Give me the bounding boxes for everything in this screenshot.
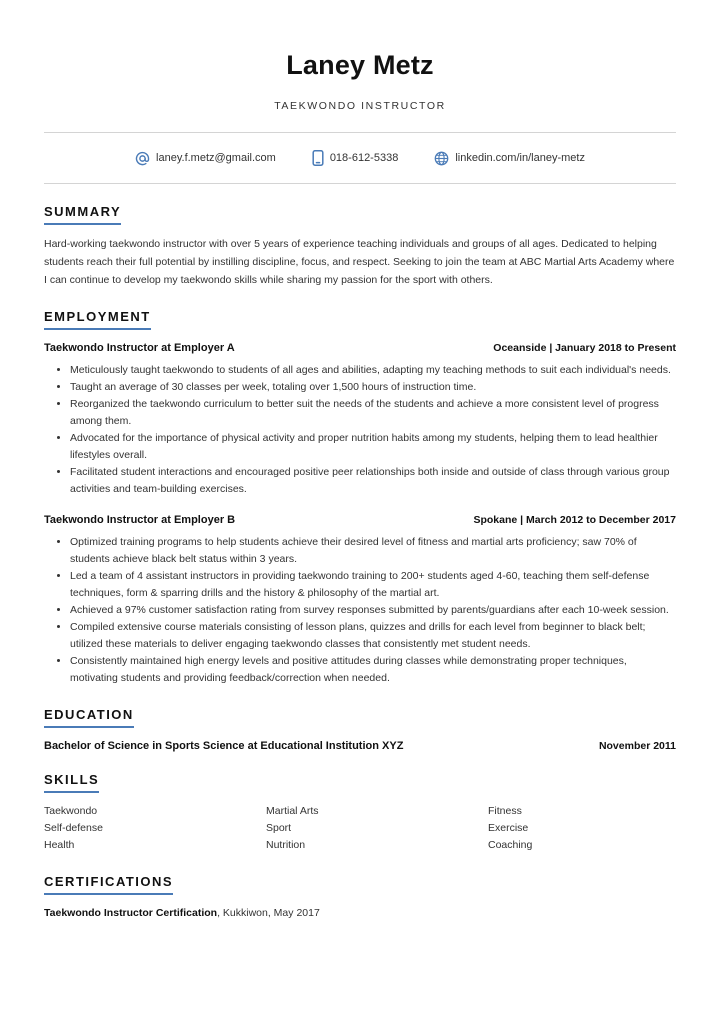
job-title: Taekwondo Instructor at Employer B (44, 514, 236, 526)
bullet-item: • Compiled extensive course materials consisting of lesson plans, quizzes and drills for each level from beginner to black belt; utilized these materials to deliver engaging taekwondo classes that consistently met student needs. (70, 619, 676, 653)
bullet-item: • Facilitated student interactions and encouraged positive peer relationships both inside and outside of class through various group activities and team-building exercises. (70, 464, 676, 498)
education-entry (44, 740, 676, 752)
employment-heading: EMPLOYMENT (44, 309, 151, 330)
phone-icon (312, 150, 324, 166)
education-heading: EDUCATION (44, 707, 134, 728)
bullet-item: • Led a team of 4 assistant instructors in providing taekwondo training to 200+ students aged 4-60, teaching them self-defense techniques, form & sparring drills and the history & philosophy of the martial art. (70, 568, 676, 602)
degree-title: Bachelor of Science in Sports Science at Educational Institution XYZ (44, 740, 404, 752)
phone-text: 018-612-5338 (329, 152, 399, 164)
contact-bar (44, 133, 676, 183)
job-title: Taekwondo Instructor at Employer A (44, 342, 235, 354)
at-sign-icon (135, 151, 150, 166)
job-entry (44, 514, 676, 687)
bullet-item: • Advocated for the importance of physical activity and proper nutrition habits among my students, helping them to lead healthier lifestyles overall. (70, 430, 676, 464)
certification-detail: , Kukkiwon, May 2017 (217, 907, 320, 919)
bullet-item: • Achieved a 97% customer satisfaction rating from survey responses submitted by parents/guardians after each 10-week session. (70, 602, 676, 619)
bullet-item: • Taught an average of 30 classes per week, totaling over 1,500 hours of instruction time. (70, 379, 676, 396)
summary-text: Hard-working taekwondo instructor with over 5 years of experience teaching individuals and groups of all ages. Dedicated to helping students reach their full potential by instilling discipline, focus, and respect. Seeking to join the team at ABC Martial Arts Academy where I can continue to develop my taekwondo skills while sharing my passion for the sport with others. (44, 238, 675, 286)
email-text: laney.f.metz@gmail.com (156, 152, 276, 164)
certification-entry (44, 907, 676, 919)
skill-item: Self-defense (44, 822, 103, 834)
skill-item: Sport (266, 822, 292, 834)
job-location-dates: Spokane | March 2012 to December 2017 (473, 514, 676, 526)
job-location-dates: Oceanside | January 2018 to Present (493, 342, 676, 354)
skills-heading: SKILLS (44, 772, 99, 793)
skill-item: Coaching (488, 839, 533, 851)
divider-bottom (44, 183, 676, 184)
linkedin-text: linkedin.com/in/laney-metz (455, 152, 585, 164)
globe-icon (434, 151, 449, 166)
certification-name: Taekwondo Instructor Certification (44, 907, 218, 919)
summary-heading: SUMMARY (44, 204, 121, 225)
skill-item: Taekwondo (44, 805, 98, 817)
candidate-title: TAEKWONDO INSTRUCTOR (274, 100, 446, 112)
contact-email[interactable] (135, 151, 276, 166)
bullet-item: • Consistently maintained high energy levels and positive attitudes during classes while demonstrating proper techniques, motivating students and providing feedback/correction when needed. (70, 653, 676, 687)
skills-grid (44, 803, 676, 854)
bullet-item: • Optimized training programs to help students achieve their desired level of fitness and martial arts proficiency; saw 70% of students achieve black belt status within 3 years. (70, 534, 676, 568)
skill-item: Health (44, 839, 75, 851)
skill-item: Martial Arts (266, 805, 319, 817)
contact-phone[interactable] (312, 150, 399, 166)
skill-item: Nutrition (266, 839, 306, 851)
skill-item: Exercise (488, 822, 529, 834)
job-entry (44, 342, 676, 498)
degree-date: November 2011 (598, 740, 676, 752)
contact-linkedin[interactable] (434, 151, 585, 166)
candidate-name: Laney Metz (286, 50, 434, 80)
bullet-item: • Reorganized the taekwondo curriculum to better suit the needs of the students and achieve a more consistent level of progress among them. (70, 396, 676, 430)
skill-item: Fitness (488, 805, 522, 817)
bullet-item: • Meticulously taught taekwondo to students of all ages and abilities, adapting my teaching methods to suit each individual's needs. (70, 362, 676, 379)
job-bullets (44, 362, 676, 498)
job-bullets (44, 534, 676, 687)
certifications-heading: CERTIFICATIONS (44, 874, 173, 895)
